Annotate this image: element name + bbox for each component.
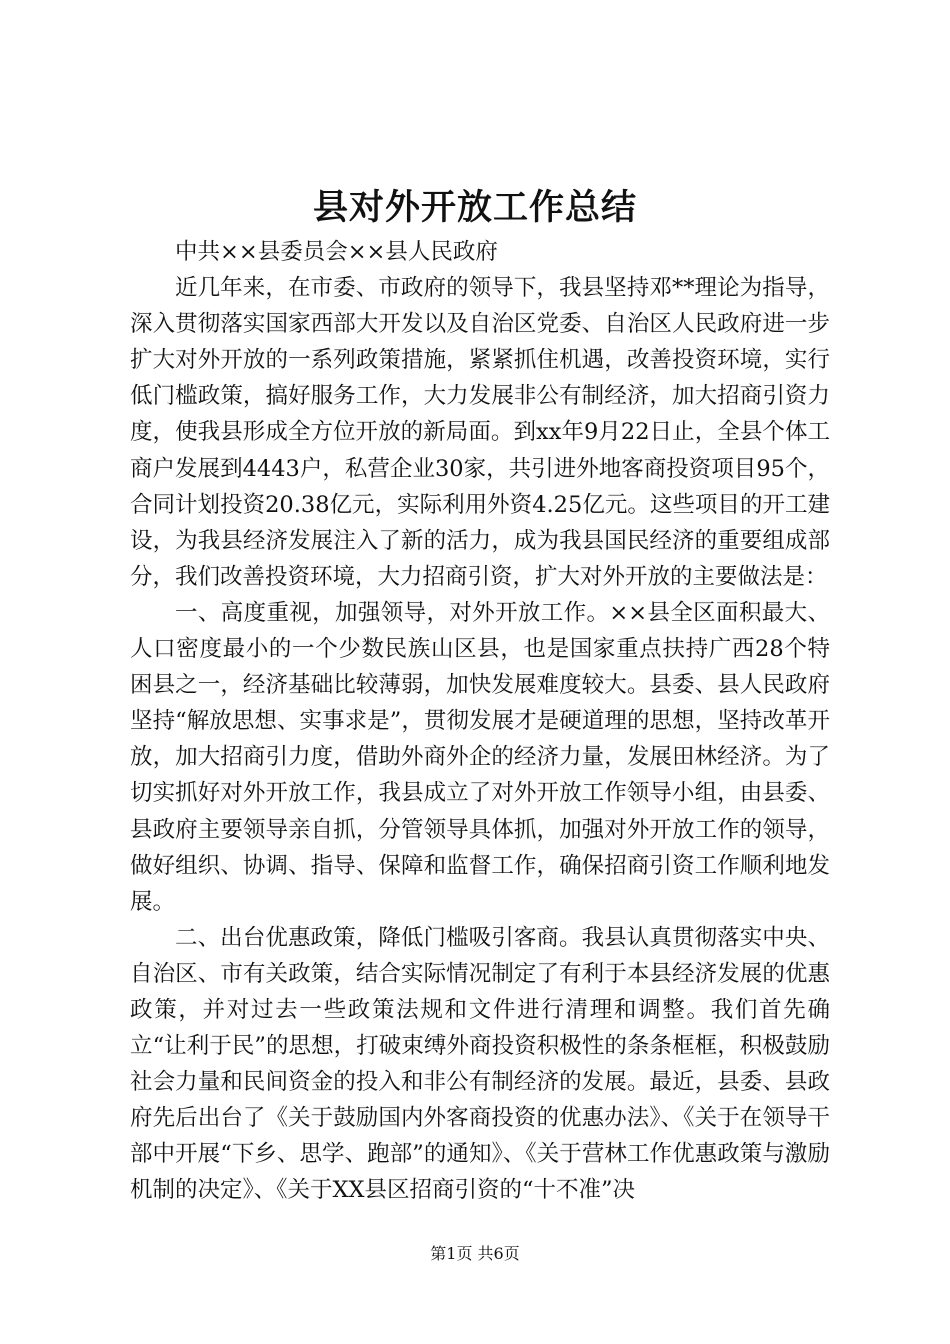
author-line: 中共××县委员会××县人民政府 (175, 239, 498, 265)
paragraph-section-1: 一、高度重视，加强领导，对外开放工作。××县全区面积最大、人口密度最小的一个少数民族山区县，也是国家重点扶持广西28个特困县之一，经济基础比较薄弱，加快发展难度较大。县委、县人民政府坚持“解放思想、实事求是”，贯彻发展才是硬道理的思想，坚持改革开放，加大招商引力度，借助外商外企的经济力量，发展田林经济。为了切实抓好对外开放工作，我县成立了对外开放工作领导小组，由县委、县政府主要领导亲自抓，分管领导具体抓，加强对外开放工作的领导，做好组织、协调、指导、保障和监督工作，确保招商引资工作顺利地发展。 (130, 599, 830, 915)
document-title: 县对外开放工作总结 (312, 187, 637, 228)
page-footer: 第1页 共6页 (430, 1244, 520, 1263)
document-body (130, 234, 830, 1209)
paragraph-section-2: 二、出台优惠政策，降低门槛吸引客商。我县认真贯彻落实中央、自治区、市有关政策，结合实际情况制定了有利于本县经济发展的优惠政策，并对过去一些政策法规和文件进行清理和调整。我们首先确立“让利于民”的思想，打破束缚外商投资积极性的条条框框，积极鼓励社会力量和民间资金的投入和非公有制经济的发展。最近，县委、县政府先后出台了《关于鼓励国内外客商投资的优惠办法》、《关于在领导干部中开展“下乡、思学、跑部”的通知》、《关于营林工作优惠政策与激励机制的决定》、《关于XX县区招商引资的“十不准”决 (130, 924, 830, 1204)
paragraph-intro: 近几年来，在市委、市政府的领导下，我县坚持邓**理论为指导，深入贯彻落实国家西部大开发以及自治区党委、自治区人民政府进一步扩大对外开放的一系列政策措施，紧紧抓住机遇，改善投资环境，实行低门槛政策，搞好服务工作，大力发展非公有制经济，加大招商引资力度，使我县形成全方位开放的新局面。到xx年9月22日止，全县个体工商户发展到4443户，私营企业30家，共引进外地客商投资项目95个，合同计划投资20.38亿元，实际利用外资4.25亿元。这些项目的开工建设，为我县经济发展注入了新的活力，成为我县国民经济的重要组成部分，我们改善投资环境，大力招商引资，扩大对外开放的主要做法是： (130, 275, 830, 590)
